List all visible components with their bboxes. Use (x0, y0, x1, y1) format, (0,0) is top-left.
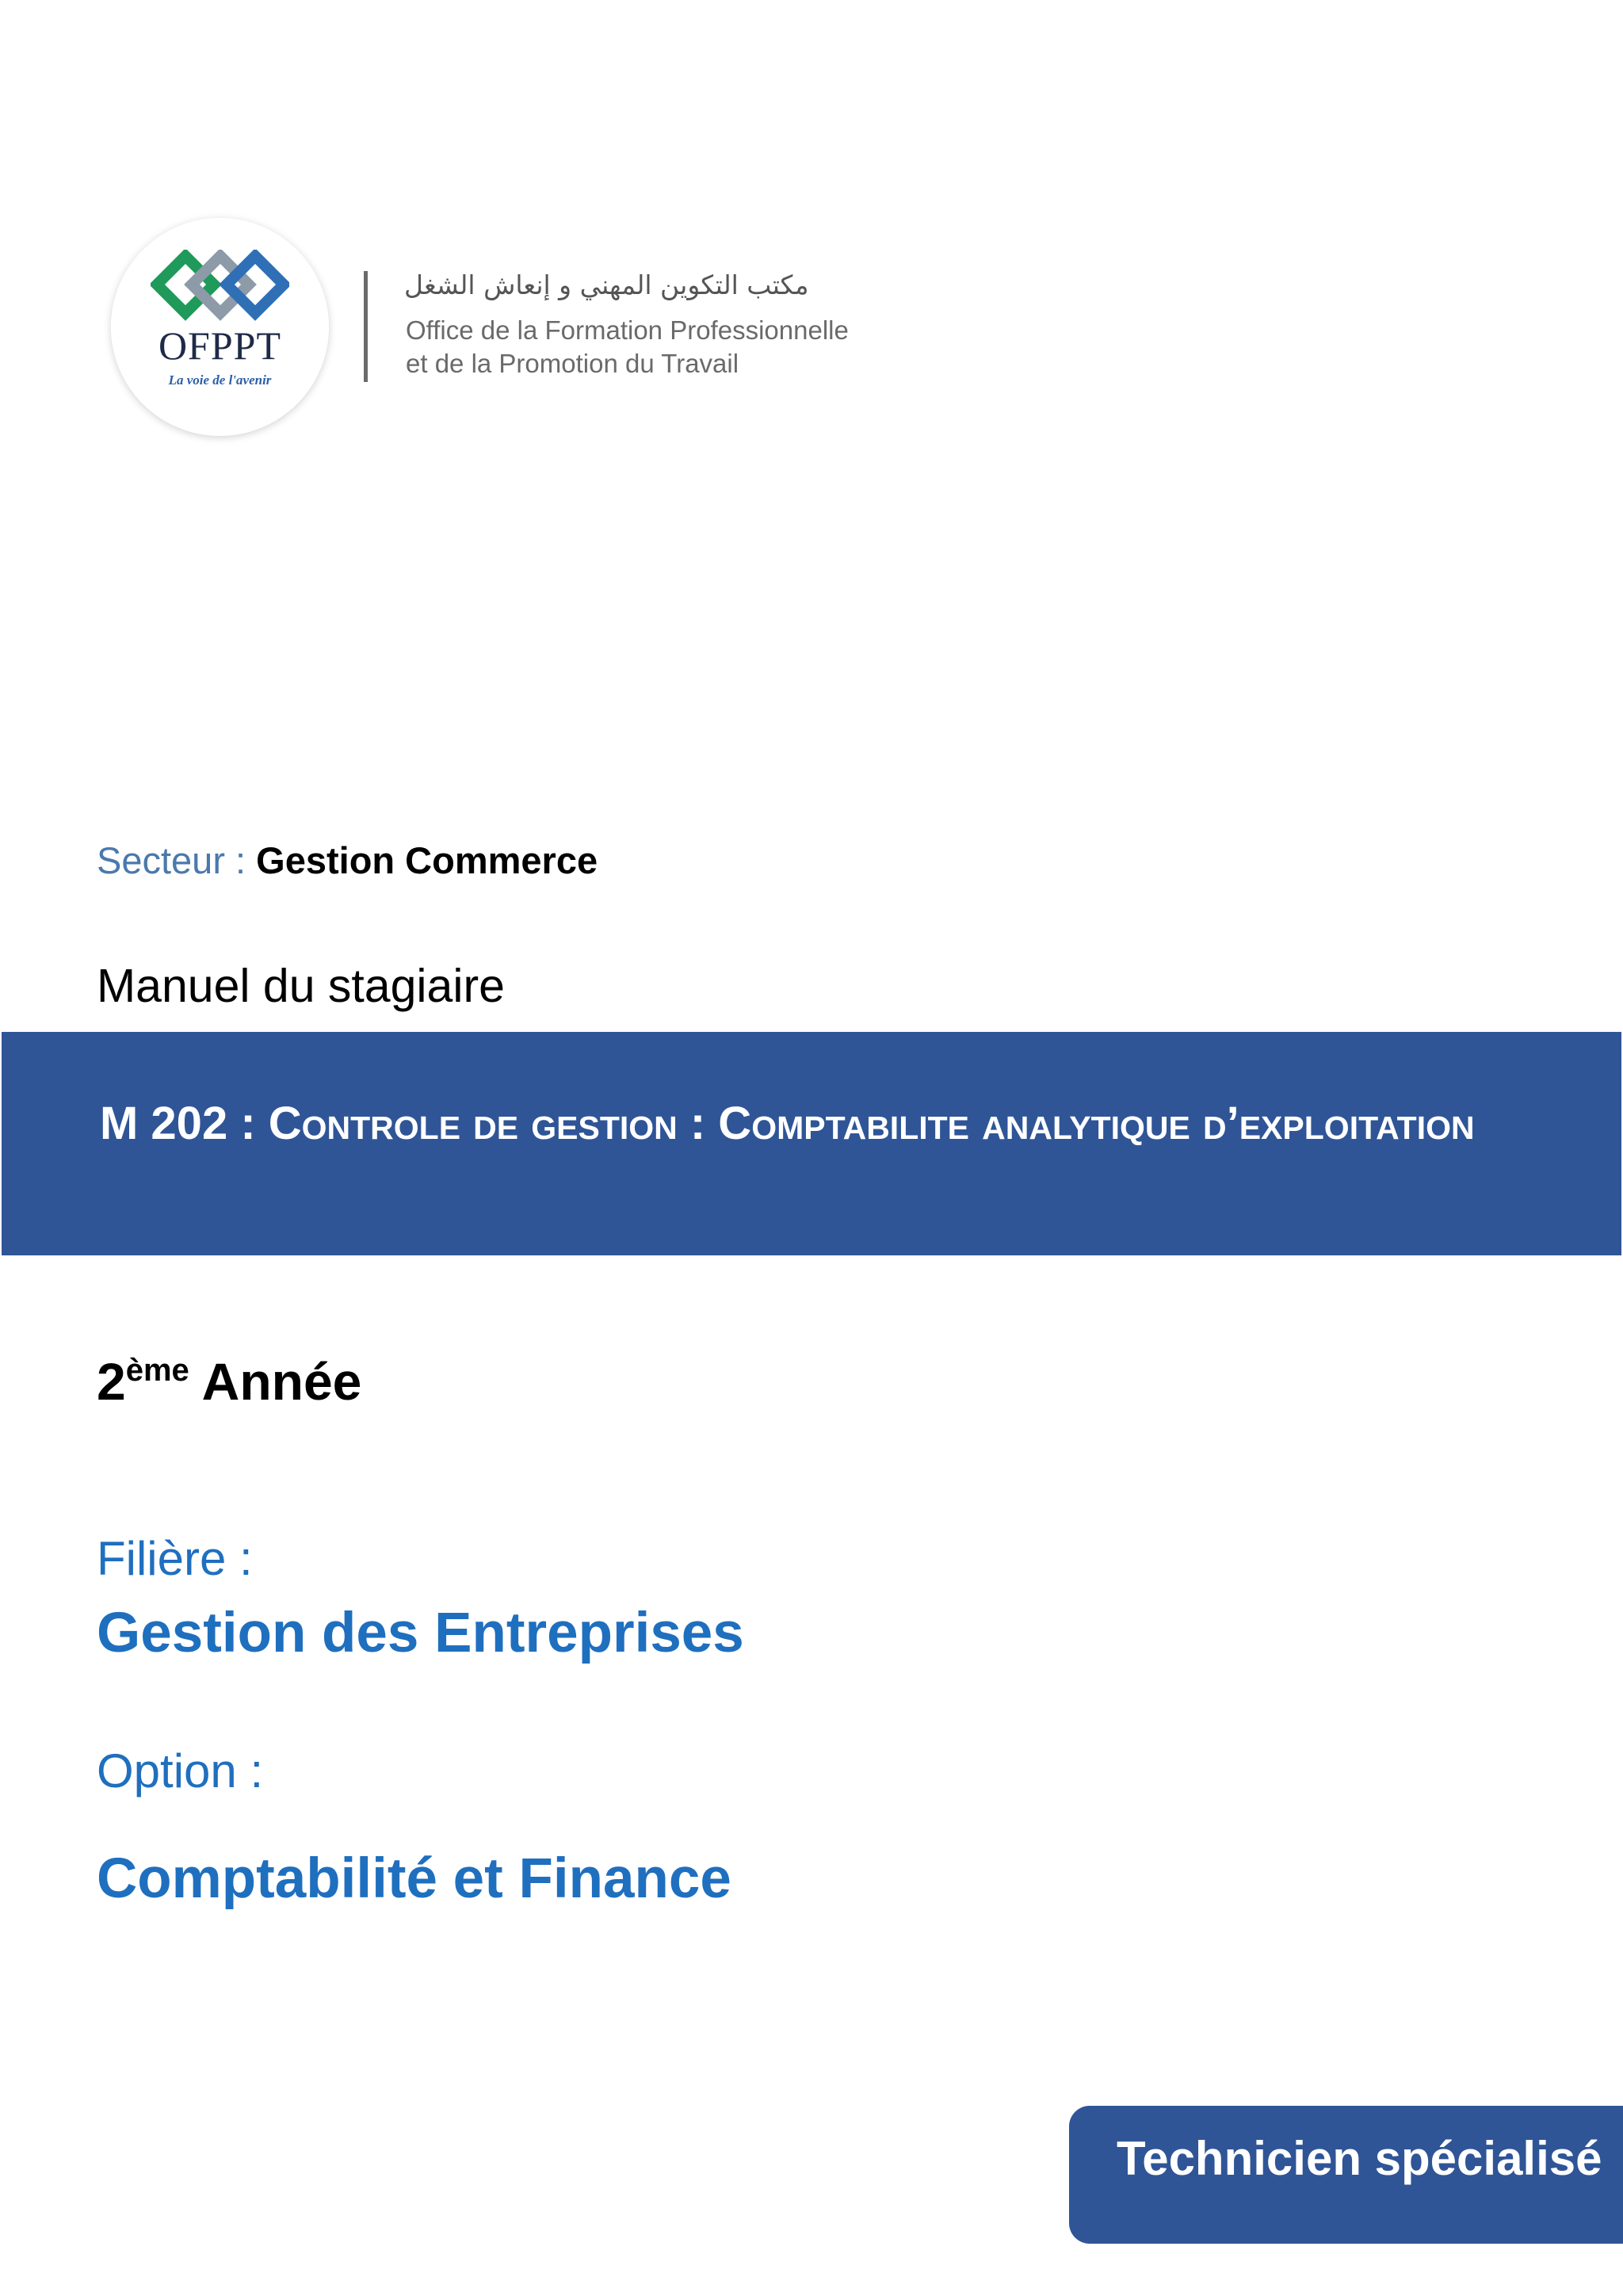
secteur-value: Gestion Commerce (256, 839, 598, 881)
header-divider (364, 271, 368, 382)
module-title: M 202 : Controle de gestion : Comptabilite analytique d’exploitation (100, 1098, 1475, 1149)
technicien-badge (1069, 2106, 1623, 2244)
option-value: Comptabilité et Finance (97, 1847, 731, 1910)
ofppt-logo (111, 218, 329, 436)
logo-name: OFPPT (158, 323, 282, 368)
ofppt-logo-mark-icon (151, 250, 289, 321)
manuel-title: Manuel du stagiaire (97, 960, 505, 1012)
secteur-line (97, 839, 598, 882)
filiere-label: Filière : (97, 1532, 253, 1585)
logo-tagline: La voie de l'avenir (168, 372, 272, 388)
technicien-badge-label: Technicien spécialisé (1117, 2132, 1602, 2185)
org-name-french-line1: Office de la Formation Professionnelle (406, 315, 849, 345)
annee-line (97, 1351, 361, 1412)
annee-suffix: ème (125, 1353, 189, 1388)
module-band (2, 1032, 1621, 1255)
org-name-french-line2: et de la Promotion du Travail (406, 349, 739, 378)
annee-label: Année (189, 1352, 362, 1411)
org-name-arabic: مكتب التكوين المهني و إنعاش الشغل (404, 269, 809, 300)
option-label: Option : (97, 1744, 264, 1797)
filiere-value: Gestion des Entreprises (97, 1602, 744, 1664)
secteur-label: Secteur : (97, 839, 257, 881)
annee-number: 2 (97, 1352, 126, 1411)
